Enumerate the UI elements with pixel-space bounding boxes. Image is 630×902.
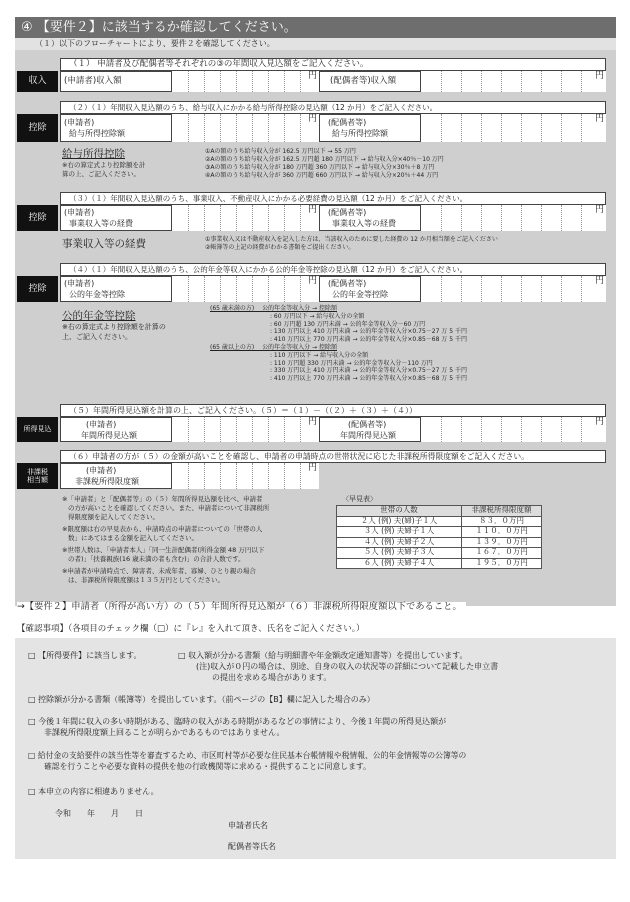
s1-header: （１） 申請者及び配偶者等それぞれの③の年間収入見込額をご記入ください。	[60, 58, 606, 71]
s4-over65-row: : 110 万円以下 → 給与収入分の全額	[270, 351, 369, 359]
s2-formula-4: ④Aの額のうち給与収入分が 360 万円超 660 万円以下 → 給与収入分×20％＋44 万円	[205, 172, 439, 179]
intro-text: （１）以下のフローチャートにより、要件２を確認してください。	[15, 38, 616, 50]
quick-cell: １１０．０万円	[462, 527, 542, 538]
s4-under65-row: : 130 万円以上 410 万円未満 → 公的年金等収入分×0.75－27 万 5 千円	[270, 328, 467, 336]
quick-table-caption: 〈早見表〉	[342, 495, 377, 503]
note-line: の者)」「扶養親族(16 歳未満の者も含む)」の合計人数です。	[68, 555, 245, 563]
quick-cell: ６人 (例) 夫婦子４人	[337, 558, 462, 569]
confirm-item-truth[interactable]: □ 本申立の内容に相違ありません。	[28, 787, 159, 796]
note-line: ※限度額は右の早見表から、申請時点の申請者についての「世帯の人	[62, 525, 263, 533]
s5-spouse-row	[319, 417, 606, 442]
s1-label: 収入	[17, 71, 58, 92]
s5-applicant-sublabel: 年間所得見込額	[81, 431, 137, 440]
yen-label: 円	[307, 463, 317, 473]
s3-applicant-sublabel: 事業収入等の経費	[69, 219, 133, 228]
s4-spouse-label: (配偶者等)	[328, 279, 367, 288]
quick-cell: ８３．０万円	[462, 516, 542, 527]
note-line: 得限度額を記入してください。	[68, 513, 159, 521]
s3-spouse-sublabel: 事業収入等の経費	[332, 219, 396, 228]
confirm-item-consent-2: 確認を行うことや必要な資料の提供を他の行政機関等に求める・提供することに同意します。	[44, 762, 371, 771]
table-row	[337, 558, 542, 569]
s2-calc-note2: 算の上、ご記入ください。	[62, 170, 140, 178]
quick-cell: ３人 (例) 夫婦子１人	[337, 527, 462, 538]
s2-formula-2: ②Aの額のうち給与収入分が 162.5 万円超 180 万円以下 → 給与収入分×40％－10 万円	[205, 156, 444, 163]
s4-formula-list	[210, 305, 467, 383]
s1-spouse-label: (配偶者等)収入額	[330, 76, 397, 86]
s3-calc-title: 事業収入等の経費	[62, 238, 146, 250]
s5-applicant-row	[60, 417, 319, 442]
s3-spouse-field[interactable]	[420, 205, 606, 231]
quick-header-limit: 非課税所得限度額	[462, 506, 542, 517]
s4-under65-row: : 410 万円以上 770 万円未満 → 公的年金等収入分×0.85－68 万 5 千円	[270, 336, 467, 344]
s3-note2: ②帳簿等の上記の経費がわかる書類をご提出ください。	[205, 244, 355, 251]
s2-calc-title: 給与所得控除	[62, 148, 125, 160]
applicant-name-field[interactable]: 申請者氏名	[228, 821, 268, 830]
yen-label: 円	[594, 114, 604, 124]
s3-header: （３）（１）年間収入見込額のうち、事業収入、不動産収入にかかる必要経費の見込額（12 か月）をご記入ください。	[60, 192, 606, 205]
note-line: 数」にあてはまる金額を記入してください。	[68, 534, 198, 542]
yen-label: 円	[594, 205, 604, 215]
s5-spouse-label: (配偶者等)	[348, 420, 387, 429]
s4-spouse-row	[319, 276, 606, 302]
confirm-item-documents[interactable]: □ 収入額が分かる書類（給与明細書や年金額改定通知書等）を提出しています。	[178, 651, 468, 660]
s5-label: 所得見込	[17, 417, 58, 442]
confirm-note-zero-2: の提出を求める場合があります。	[212, 673, 332, 682]
note-line: ※世帯人数は、「申請者本人」「同一生計配偶者(所得金額 48 万円以下	[62, 546, 265, 554]
s3-spouse-row	[319, 205, 606, 231]
s2-applicant-sublabel: 給与所得控除額	[69, 129, 125, 138]
confirm-item-income[interactable]: □ 【所得要件】に該当します。	[28, 651, 142, 660]
s2-formula-list	[205, 148, 444, 180]
s2-spouse-sublabel: 給与所得控除額	[332, 129, 388, 138]
note-line: ※「申請者」と「配偶者等」の（５）年間所得見込額を比べ、申請者	[62, 495, 263, 503]
quick-cell: ４人 (例) 夫婦子２人	[337, 537, 462, 548]
yen-label: 円	[307, 417, 317, 427]
confirm-title: 【確認事項】（各項目のチェック欄（□）に『レ』を入れて頂き、氏名をご記入ください。）	[17, 624, 365, 634]
s2-applicant-label: (申請者)	[64, 118, 95, 127]
s1-applicant-field[interactable]	[171, 71, 319, 92]
confirm-item-consent[interactable]: □ 給付金の支給要件の該当性等を審査するため、市区町村等が必要な住民基本台帳情報や税情報、公的年金情報等の公簿等の	[28, 751, 467, 760]
s4-applicant-row	[60, 276, 319, 302]
s2-spouse-label: (配偶者等)	[328, 118, 367, 127]
s2-applicant-row	[60, 114, 319, 142]
s4-spouse-field[interactable]	[420, 276, 606, 302]
note-line: ※申請者が申請時点で、障害者、未成年者、寡婦、ひとり親の場合	[62, 567, 256, 575]
section-title: ④ 【要件２】に該当するか確認してください。	[15, 17, 616, 38]
s6-label-line2: 相当額	[27, 476, 48, 484]
s4-group-over65: (65 歳以上の方) 公的年金等収入分 → 控除額	[210, 343, 337, 351]
confirm-item-future-income-2: 非課税所得限度額上回ることが明らかであるものではありません。	[44, 728, 285, 737]
s4-over65-row: : 410 万円以上 770 万円未満 → 公的年金等収入分×0.85－68 万 5 千円	[270, 375, 467, 383]
s1-applicant-row	[60, 71, 319, 92]
yen-label: 円	[307, 276, 317, 286]
s4-label: 控除	[17, 276, 58, 302]
s6-label-line1: 非課税	[27, 467, 48, 476]
s3-applicant-field[interactable]	[171, 205, 319, 231]
quick-cell: １６７．０万円	[462, 548, 542, 559]
table-row	[337, 527, 542, 538]
s3-label: 控除	[17, 205, 58, 231]
s4-applicant-label: (申請者)	[64, 279, 95, 288]
quick-table-header	[337, 506, 542, 517]
yen-label: 円	[594, 417, 604, 427]
note-line: の方が高いことを確認してください。また、申請者について非課税所	[68, 504, 270, 512]
s1-applicant-label: (申請者)収入額	[64, 76, 122, 86]
s2-calc-note1: ※右の算定式より控除額を計	[62, 161, 146, 169]
quick-header-people: 世帯の人数	[337, 506, 462, 517]
s4-over65-row: : 110 万円超 330 万円未満 → 公的年金等収入分－110 万円	[270, 359, 433, 367]
s4-calc-title: 公的年金等控除	[62, 310, 136, 322]
s5-spouse-sublabel: 年間所得見込額	[340, 431, 396, 440]
quick-cell: １９５．０万円	[462, 558, 542, 569]
s6-applicant-sublabel: 非課税所得限度額	[75, 477, 139, 486]
quick-cell: ５人 (例) 夫婦子３人	[337, 548, 462, 559]
yen-label: 円	[307, 71, 317, 81]
date-field[interactable]: 令和 年 月 日	[55, 809, 143, 818]
s6-label	[17, 463, 58, 489]
s5-header: （５）年間所得見込額を計算の上、ご記入ください。（５）＝（１）－（（２）＋（３）＋（４））	[60, 404, 606, 417]
s6-applicant-row	[60, 463, 319, 489]
s6-notes	[62, 495, 269, 585]
s4-applicant-field[interactable]	[171, 276, 319, 302]
s4-under65-row: : 60 万円超 130 万円未満 → 公的年金等収入分－60 万円	[270, 320, 426, 328]
s2-spouse-field[interactable]	[420, 114, 606, 142]
s5-applicant-label: (申請者)	[86, 420, 117, 429]
quick-cell: １３９．０万円	[462, 537, 542, 548]
conclusion-text: →【要件２】申請者（所得が高い方）の（５）年間所得見込額が（６）非課税所得限度額以下であること。	[17, 602, 466, 613]
spouse-name-field[interactable]: 配偶者等氏名	[228, 842, 276, 851]
s1-spouse-row	[319, 71, 606, 92]
s2-spouse-row	[319, 114, 606, 142]
s3-applicant-row	[60, 205, 319, 231]
table-row	[337, 548, 542, 559]
table-row	[337, 537, 542, 548]
s3-applicant-label: (申請者)	[64, 208, 95, 217]
s4-group-under65: (65 歳未満の方) 公的年金等収入分 → 控除額	[210, 305, 337, 312]
s2-formula-1: ①Aの額のうち給与収入分が 162.5 万円以下 → 55 万円	[205, 148, 356, 155]
s6-applicant-label: (申請者)	[86, 466, 117, 475]
confirm-note-zero: (注)収入が０円の場合は、別途、自身の収入の状況等の詳細について記載した申立書	[196, 662, 499, 671]
s4-spouse-sublabel: 公的年金等控除	[332, 290, 388, 299]
confirm-item-future-income[interactable]: □ 今後１年間に収入の多い時期がある、臨時の収入がある時期があるなどの事情により、今後１年間の所得見込額が	[28, 717, 447, 726]
s6-header: （６）申請者の方が（５）の金額が高いことを確認し、申請者の申請時点の世帯状況に応じた非課税所得限度額をご記入ください。	[60, 450, 606, 463]
yen-label: 円	[594, 71, 604, 81]
s5-applicant-field[interactable]	[171, 417, 319, 442]
s3-spouse-label: (配偶者等)	[328, 208, 367, 217]
quick-table	[336, 505, 542, 569]
s4-under65-row: : 60 万円以下 → 給与収入分の全額	[270, 312, 365, 320]
s4-applicant-sublabel: 公的年金等控除	[69, 290, 125, 299]
s6-applicant-field[interactable]	[171, 463, 319, 489]
s2-applicant-field[interactable]	[171, 114, 319, 142]
s3-note1: ①事業収入又は不動産収入を記入した方は、当該収入のために要した経費の 12 か月相当額をご記入ください	[205, 236, 498, 243]
quick-cell: ２人 (例) 夫(婦)子１人	[337, 516, 462, 527]
confirm-item-deduction[interactable]: □ 控除額が分かる書類（帳簿等）を提出しています。（前ページの【B】欄に記入した場合のみ）	[28, 695, 375, 704]
table-row	[337, 516, 542, 527]
s4-header: （４）（１）年間収入見込額のうち、公的年金等収入にかかる公的年金等控除の見込額（12 か月）をご記入ください。	[60, 263, 606, 276]
s4-over65-row: : 330 万円以上 410 万円未満 → 公的年金等収入分×0.75－27 万 5 千円	[270, 367, 467, 375]
s1-spouse-field[interactable]	[420, 71, 606, 92]
yen-label: 円	[307, 114, 317, 124]
yen-label: 円	[594, 276, 604, 286]
yen-label: 円	[307, 205, 317, 215]
s2-formula-3: ③Aの額のうち給与収入分が 180 万円超 360 万円以下 → 給与収入分×30％＋8 万円	[205, 164, 435, 171]
s4-calc-note2: 上、ご記入ください。	[62, 333, 132, 341]
s4-calc-note1: ※右の算定式より控除額を計算の	[62, 323, 166, 331]
s2-header: （２）（１）年間収入見込額のうち、給与収入にかかる給与所得控除の見込額（12 か月）をご記入ください。	[60, 101, 606, 114]
s5-spouse-field[interactable]	[420, 417, 606, 442]
note-line: は、非課税所得限度額は１３５万円としてください。	[68, 576, 224, 584]
s2-label: 控除	[17, 114, 58, 142]
